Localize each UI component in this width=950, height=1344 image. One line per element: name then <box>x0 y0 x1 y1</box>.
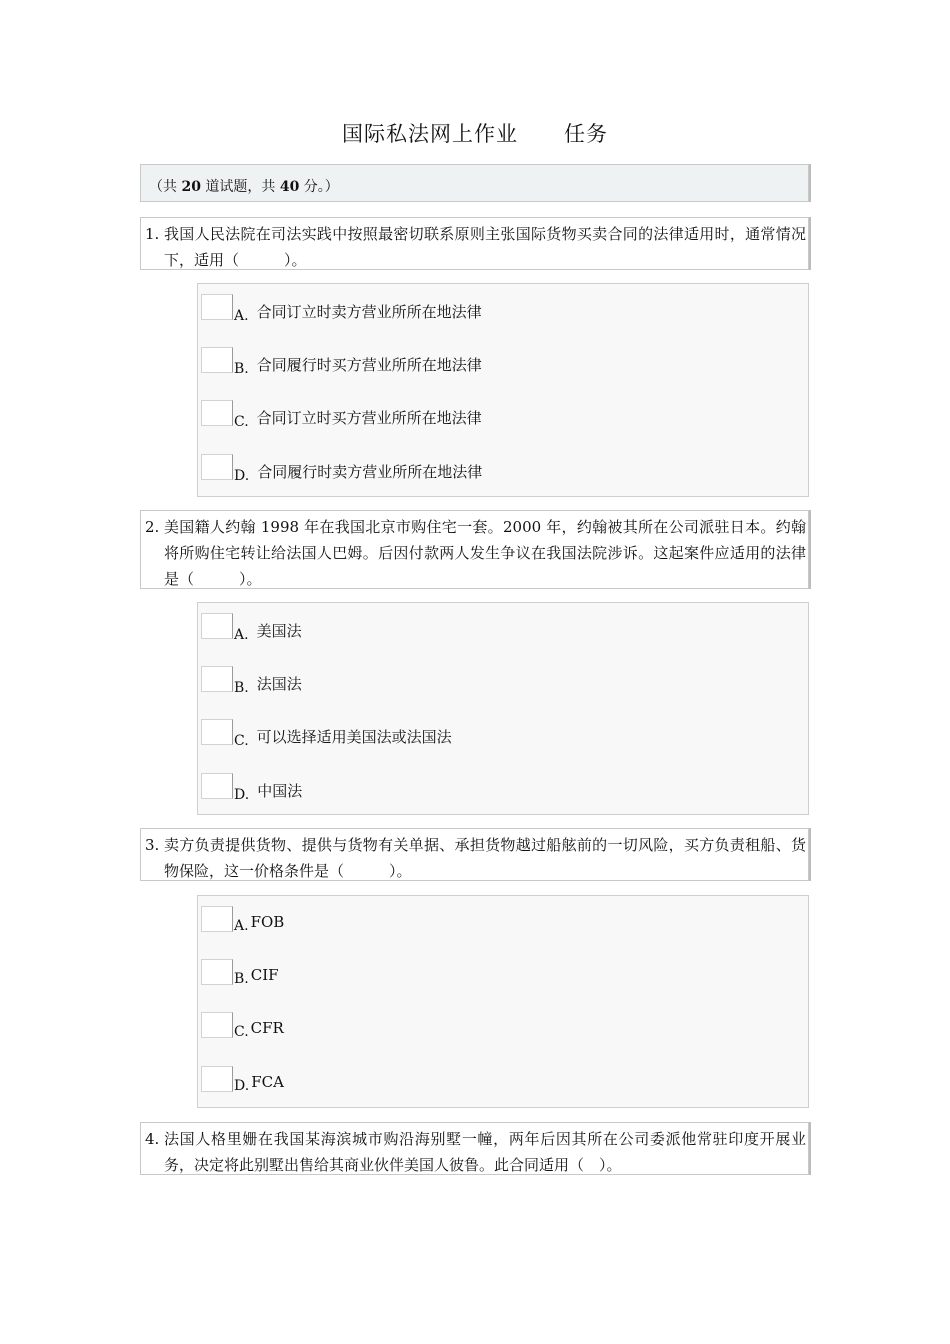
option-d[interactable] <box>201 1066 761 1100</box>
option-text: FCA <box>251 1073 284 1091</box>
answer-checkbox[interactable] <box>201 719 233 745</box>
option-letter: C. <box>234 1024 249 1040</box>
option-text: CFR <box>250 1019 284 1037</box>
question-text: 美国籍人约翰 1998 年在我国北京市购住宅一套。2000 年，约翰被其所在公司派驻日本。约翰将所购住宅转让给法国人巴姆。后因付款两人发生争议在我国法院涉诉。这起案件应适用的法律是（ ）。 <box>164 518 806 588</box>
option-letter: B. <box>234 361 249 377</box>
question-number: 3. <box>145 836 160 854</box>
option-letter: D. <box>234 1078 250 1094</box>
question-1-options <box>197 283 809 497</box>
answer-checkbox[interactable] <box>201 959 233 985</box>
answer-checkbox[interactable] <box>201 773 233 799</box>
option-c[interactable] <box>201 719 761 753</box>
option-text: 合同履行时买方营业所所在地法律 <box>256 356 482 374</box>
answer-checkbox[interactable] <box>201 400 233 426</box>
option-c[interactable] <box>201 1012 761 1046</box>
answer-checkbox[interactable] <box>201 613 233 639</box>
option-a[interactable] <box>201 906 761 940</box>
question-text: 法国人格里姗在我国某海滨城市购沿海别墅一幢，两年后因其所在公司委派他常驻印度开展业务，决定将此别墅出售给其商业伙伴美国人彼鲁。此合同适用（ ）。 <box>164 1130 806 1174</box>
summary-prefix: （共 <box>149 179 182 195</box>
option-text: 中国法 <box>257 782 303 800</box>
option-letter: A. <box>234 627 249 643</box>
answer-checkbox[interactable] <box>201 1012 233 1038</box>
option-letter: B. <box>234 971 249 987</box>
option-text: 法国法 <box>256 675 302 693</box>
option-d[interactable] <box>201 454 761 488</box>
option-text: CIF <box>250 966 279 984</box>
question-text: 卖方负责提供货物、提供与货物有关单据、承担货物越过船舷前的一切风险，买方负责租船、货物保险，这一价格条件是（ ）。 <box>164 836 806 880</box>
option-d[interactable] <box>201 773 761 807</box>
question-number: 1. <box>145 225 160 243</box>
option-letter: A. <box>234 308 249 324</box>
summary-middle: 道试题，共 <box>200 179 280 195</box>
question-4 <box>140 1122 809 1175</box>
total-points: 40 <box>279 179 300 195</box>
option-text: 美国法 <box>256 622 302 640</box>
answer-checkbox[interactable] <box>201 1066 233 1092</box>
question-number: 4. <box>145 1130 160 1148</box>
option-letter: D. <box>234 787 250 803</box>
summary-suffix: 分。） <box>299 179 339 195</box>
option-b[interactable] <box>201 959 761 993</box>
option-letter: C. <box>234 733 249 749</box>
option-letter: C. <box>234 414 249 430</box>
answer-checkbox[interactable] <box>201 906 233 932</box>
answer-checkbox[interactable] <box>201 454 233 480</box>
option-a[interactable] <box>201 294 761 328</box>
option-letter: A. <box>234 918 249 934</box>
answer-checkbox[interactable] <box>201 347 233 373</box>
option-letter: D. <box>234 468 250 484</box>
test-summary <box>140 164 809 202</box>
option-a[interactable] <box>201 613 761 647</box>
answer-checkbox[interactable] <box>201 666 233 692</box>
question-2 <box>140 510 809 589</box>
question-3-options <box>197 895 809 1108</box>
question-number: 2. <box>145 518 160 536</box>
option-letter: B. <box>234 680 249 696</box>
question-3 <box>140 828 809 881</box>
option-text: 合同履行时卖方营业所所在地法律 <box>257 463 483 481</box>
question-1 <box>140 217 809 270</box>
question-2-options <box>197 602 809 815</box>
question-text: 我国人民法院在司法实践中按照最密切联系原则主张国际货物买卖合同的法律适用时，通常情况下，适用（ ）。 <box>164 225 806 269</box>
option-text: 合同订立时买方营业所所在地法律 <box>256 409 482 427</box>
option-b[interactable] <box>201 666 761 700</box>
option-c[interactable] <box>201 400 761 434</box>
option-text: 可以选择适用美国法或法国法 <box>256 728 452 746</box>
answer-checkbox[interactable] <box>201 294 233 320</box>
question-count: 20 <box>181 179 201 195</box>
option-text: FOB <box>250 913 285 931</box>
option-text: 合同订立时卖方营业所所在地法律 <box>256 303 482 321</box>
option-b[interactable] <box>201 347 761 381</box>
page-title: 国际私法网上作业 任务 <box>341 122 609 146</box>
